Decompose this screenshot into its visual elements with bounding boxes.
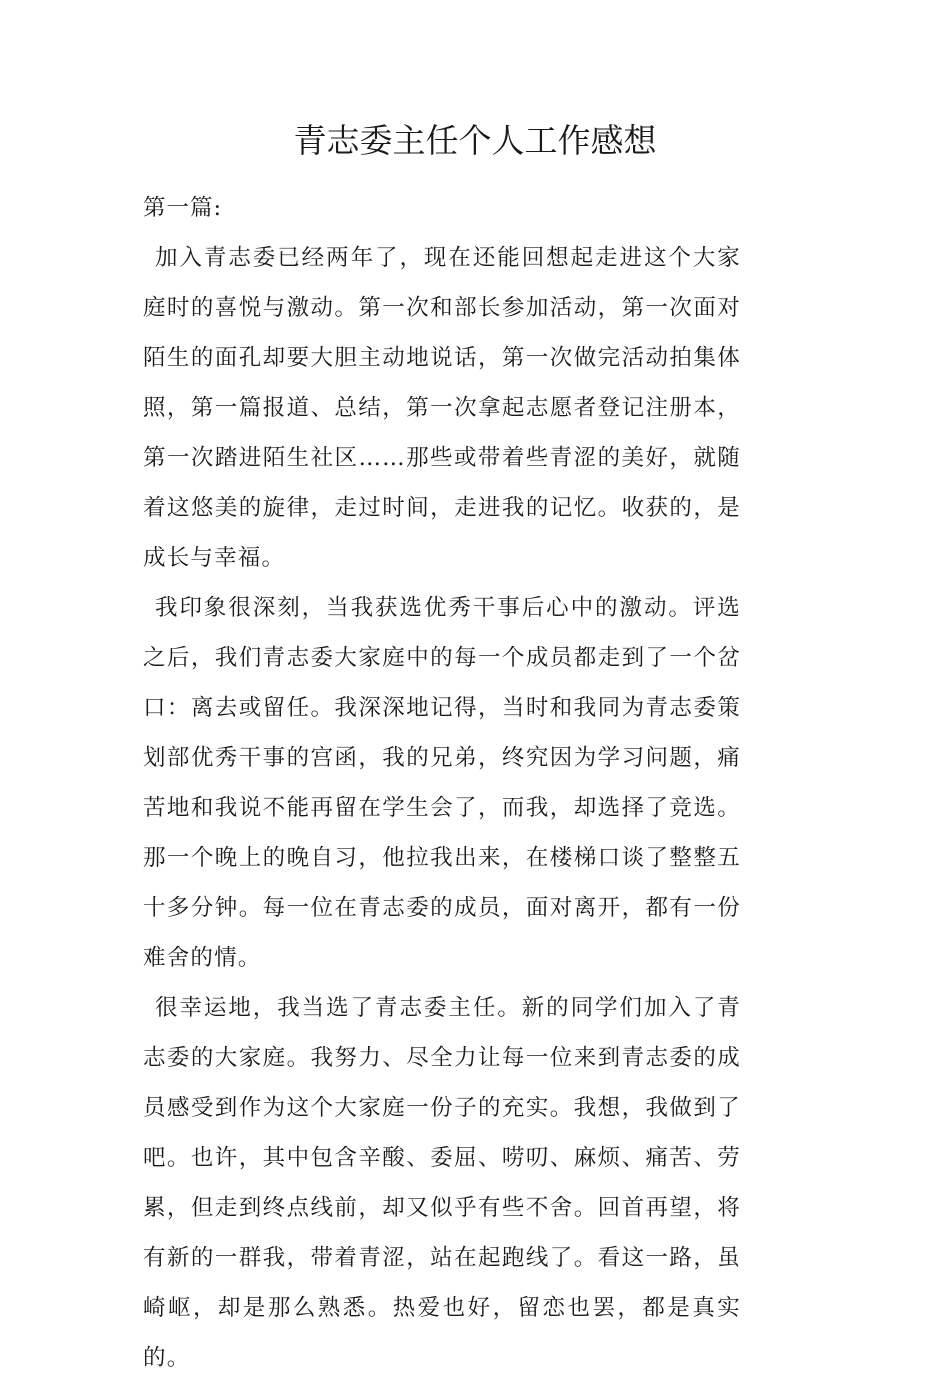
- paragraph-2: 我印象很深刻，当我获选优秀干事后心中的激动。评选之后，我们青志委大家庭中的每一个成员都走到了一个岔口：离去或留任。我深深地记得，当时和我同为青志委策划部优秀干事的宫函，我的兄弟，终究因为学习问题，痛苦地和我说不能再留在学生会了，而我，却选择了竞选。那一个晚上的晚自习，他拉我出来，在楼梯口谈了整整五十多分钟。每一位在青志委的成员，面对离开，都有一份难舍的情。: [143, 595, 741, 971]
- document-body: [143, 183, 741, 1383]
- paragraph-3: 很幸运地，我当选了青志委主任。新的同学们加入了青志委的大家庭。我努力、尽全力让每一位来到青志委的成员感受到作为这个大家庭一份子的充实。我想，我做到了吧。也许，其中包含辛酸、委屈、唠叨、麻烦、痛苦、劳累，但走到终点线前，却又似乎有些不舍。回首再望，将有新的一群我，带着青涩，站在起跑线了。看这一路，虽崎岖，却是那么熟悉。热爱也好，留恋也罢，都是真实的。: [143, 995, 741, 1371]
- section-label: 第一篇:: [143, 195, 223, 221]
- document-title: 青志委主任个人工作感想: [293, 121, 657, 160]
- paragraph-1: 加入青志委已经两年了，现在还能回想起走进这个大家庭时的喜悦与激动。第一次和部长参加活动，第一次面对陌生的面孔却要大胆主动地说话，第一次做完活动拍集体照，第一篇报道、总结，第一次拿起志愿者登记注册本，第一次踏进陌生社区……那些或带着些青涩的美好，就随着这悠美的旋律，走过时间，走进我的记忆。收获的，是成长与幸福。: [143, 245, 741, 571]
